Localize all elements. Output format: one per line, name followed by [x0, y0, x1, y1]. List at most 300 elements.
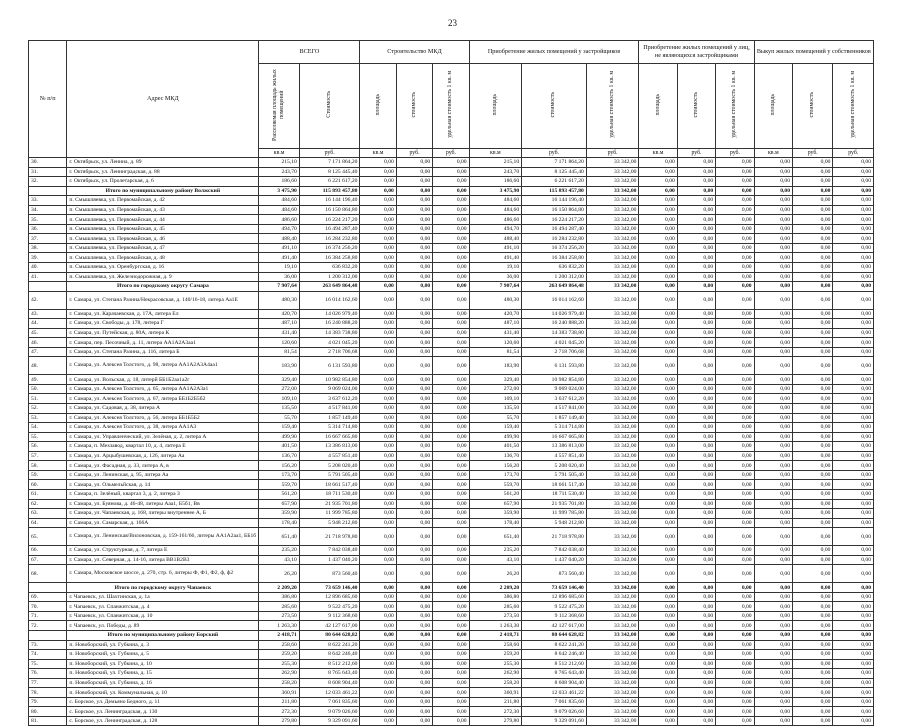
column-header-label: стоимость: [692, 91, 699, 118]
value-cell: 10 982 854,80: [522, 375, 587, 385]
value-cell: 0,00: [716, 650, 754, 660]
value-cell: 0,00: [716, 394, 754, 404]
value-cell: 0,00: [793, 357, 833, 375]
value-cell: 33 342,00: [586, 158, 639, 168]
value-cell: 0,00: [360, 215, 396, 225]
row-number: 30.: [29, 158, 67, 168]
value-cell: 16 284 232,80: [299, 234, 360, 244]
value-cell: 0,00: [677, 518, 715, 528]
value-cell: 0,00: [360, 565, 396, 583]
value-cell: 16 014 162,60: [522, 291, 587, 309]
value-cell: 0,00: [716, 319, 754, 329]
table-row: [29, 404, 874, 414]
value-cell: 0,00: [716, 309, 754, 319]
value-cell: 0,00: [677, 196, 715, 206]
value-cell: 491,10: [469, 243, 522, 253]
address-cell: г. Чапаевск, ул. Победы, д. 89: [67, 621, 259, 631]
value-cell: 636 832,20: [522, 263, 587, 273]
value-cell: 0,00: [433, 659, 469, 669]
value-cell: 0,00: [754, 602, 792, 612]
value-cell: 0,00: [793, 309, 833, 319]
value-cell: 33 342,00: [586, 375, 639, 385]
value-cell: 0,00: [793, 224, 833, 234]
value-cell: 0,00: [833, 263, 874, 273]
value-cell: 0,00: [677, 451, 715, 461]
row-number: 64.: [29, 518, 67, 528]
value-cell: 0,00: [793, 404, 833, 414]
value-cell: 0,00: [793, 546, 833, 556]
value-cell: 420,70: [259, 309, 299, 319]
value-cell: 0,00: [754, 509, 792, 519]
value-cell: 33 342,00: [586, 678, 639, 688]
address-cell: п. Смышляевка, ул. Первомайская, д. 46: [67, 234, 259, 244]
value-cell: 4 021 045,20: [522, 338, 587, 348]
value-cell: 235,20: [259, 546, 299, 556]
value-cell: 0,00: [639, 546, 677, 556]
value-cell: 43,10: [259, 555, 299, 565]
value-cell: 0,00: [639, 688, 677, 698]
value-cell: 0,00: [433, 546, 469, 556]
address-cell: г. Самара, ул. Садовая, д. 38, литера А: [67, 404, 259, 414]
column-header: [639, 64, 677, 149]
value-cell: 0,00: [833, 528, 874, 546]
value-cell: 0,00: [360, 224, 396, 234]
value-cell: 2 718 706,68: [299, 347, 360, 357]
value-cell: 0,00: [396, 167, 432, 177]
value-cell: 0,00: [396, 224, 432, 234]
value-cell: 33 342,00: [586, 272, 639, 282]
value-cell: 0,00: [833, 678, 874, 688]
value-cell: 491,10: [259, 243, 299, 253]
address-cell: г. Самара, п. Зелёный, квартал 3, д. 2, литера З: [67, 489, 259, 499]
value-cell: 6 131 593,80: [522, 357, 587, 375]
value-cell: 33 342,00: [586, 243, 639, 253]
value-cell: 0,00: [677, 394, 715, 404]
value-cell: 2 418,71: [469, 630, 522, 640]
value-cell: 33 342,00: [586, 328, 639, 338]
value-cell: 0,00: [793, 234, 833, 244]
value-cell: 0,00: [639, 480, 677, 490]
value-cell: 0,00: [677, 611, 715, 621]
column-header-label: стоимость: [809, 91, 816, 118]
unit-cell: руб.: [677, 149, 715, 158]
value-cell: 0,00: [396, 697, 432, 707]
value-cell: 0,00: [360, 319, 396, 329]
value-cell: 12 896 685,60: [299, 592, 360, 602]
value-cell: 0,00: [639, 602, 677, 612]
value-cell: 0,00: [360, 158, 396, 168]
value-cell: 5 208 020,40: [522, 461, 587, 471]
value-cell: 8 642 246,40: [522, 650, 587, 660]
table-row: [29, 177, 874, 187]
value-cell: 1 857 149,40: [522, 413, 587, 423]
value-cell: 55,70: [469, 413, 522, 423]
value-cell: 135,50: [259, 404, 299, 414]
value-cell: 487,10: [469, 319, 522, 329]
value-cell: 1 200 312,00: [299, 272, 360, 282]
value-cell: 0,00: [677, 621, 715, 631]
table-row: [29, 489, 874, 499]
value-cell: 0,00: [396, 215, 432, 225]
value-cell: 33 342,00: [586, 347, 639, 357]
col-address-header: Адрес МКД: [67, 41, 259, 158]
value-cell: 0,00: [793, 480, 833, 490]
column-header: [433, 64, 469, 149]
value-cell: 0,00: [833, 470, 874, 480]
value-cell: 183,90: [469, 357, 522, 375]
table-body: [29, 158, 874, 726]
value-cell: 0,00: [793, 338, 833, 348]
value-cell: 0,00: [754, 707, 792, 717]
row-number: 45.: [29, 328, 67, 338]
value-cell: 33 342,00: [586, 413, 639, 423]
value-cell: 73 659 146,40: [522, 583, 587, 593]
value-cell: 0,00: [716, 158, 754, 168]
value-cell: 0,00: [396, 432, 432, 442]
value-cell: 0,00: [360, 678, 396, 688]
value-cell: 33 342,00: [586, 338, 639, 348]
value-cell: 0,00: [677, 215, 715, 225]
table-row: [29, 602, 874, 612]
value-cell: 259,20: [259, 650, 299, 660]
value-cell: 0,00: [833, 272, 874, 282]
value-cell: 263 649 864,48: [299, 282, 360, 292]
row-number: 61.: [29, 489, 67, 499]
value-cell: 36,00: [469, 272, 522, 282]
value-cell: 0,00: [754, 272, 792, 282]
value-cell: 33 342,00: [586, 611, 639, 621]
group-construction-header: Строительство МКД: [360, 41, 469, 64]
table-row: [29, 423, 874, 433]
value-cell: 0,00: [754, 650, 792, 660]
value-cell: 5 208 020,40: [299, 461, 360, 471]
value-cell: 0,00: [396, 186, 432, 196]
value-cell: 0,00: [754, 394, 792, 404]
row-number: [29, 630, 67, 640]
value-cell: 0,00: [754, 196, 792, 206]
unit-cell: руб.: [716, 149, 754, 158]
value-cell: 0,00: [677, 461, 715, 471]
value-cell: 0,00: [396, 253, 432, 263]
value-cell: 33 342,00: [586, 470, 639, 480]
value-cell: 0,00: [754, 640, 792, 650]
table-row: [29, 611, 874, 621]
value-cell: 0,00: [833, 707, 874, 717]
value-cell: 488,40: [469, 234, 522, 244]
value-cell: 0,00: [396, 565, 432, 583]
value-cell: 0,00: [433, 215, 469, 225]
value-cell: 0,00: [639, 565, 677, 583]
value-cell: 0,00: [433, 592, 469, 602]
value-cell: 0,00: [677, 384, 715, 394]
value-cell: 0,00: [833, 461, 874, 471]
value-cell: 273,50: [259, 611, 299, 621]
table-row: [29, 234, 874, 244]
address-cell: г. Самара, ул. Самарская, д. 166А: [67, 518, 259, 528]
value-cell: 0,00: [639, 328, 677, 338]
address-cell: г. Самара, ул. Карачаевская, д. 17А, литера Ел: [67, 309, 259, 319]
column-header: [833, 64, 874, 149]
value-cell: 5 314 714,80: [299, 423, 360, 433]
value-cell: 9 522 475,20: [299, 602, 360, 612]
value-cell: 26,20: [259, 565, 299, 583]
table-row: [29, 678, 874, 688]
address-cell: п. Новоборский, ул. Губкина, д. 5: [67, 650, 259, 660]
table-row: [29, 347, 874, 357]
value-cell: 0,00: [396, 669, 432, 679]
row-number: 57.: [29, 451, 67, 461]
value-cell: 0,00: [833, 602, 874, 612]
value-cell: 0,00: [433, 518, 469, 528]
value-cell: 16 224 217,20: [522, 215, 587, 225]
value-cell: 0,00: [677, 442, 715, 452]
value-cell: 487,10: [259, 319, 299, 329]
row-number: 37.: [29, 234, 67, 244]
value-cell: 561,20: [259, 489, 299, 499]
value-cell: 0,00: [360, 602, 396, 612]
value-cell: 0,00: [360, 470, 396, 480]
table-row: [29, 291, 874, 309]
row-number: 71.: [29, 611, 67, 621]
value-cell: 0,00: [639, 499, 677, 509]
value-cell: 7 171 864,20: [522, 158, 587, 168]
value-cell: 18 661 517,40: [522, 480, 587, 490]
value-cell: 0,00: [754, 621, 792, 631]
table-row: [29, 659, 874, 669]
value-cell: 33 342,00: [586, 263, 639, 273]
value-cell: 0,00: [433, 432, 469, 442]
row-number: 78.: [29, 688, 67, 698]
value-cell: 16 240 888,20: [299, 319, 360, 329]
value-cell: 81,54: [469, 347, 522, 357]
value-cell: 0,00: [833, 621, 874, 631]
value-cell: 0,00: [396, 602, 432, 612]
value-cell: 2 209,20: [469, 583, 522, 593]
row-number: 34.: [29, 205, 67, 215]
row-number: 72.: [29, 621, 67, 631]
value-cell: 0,00: [360, 611, 396, 621]
address-cell: г. Самара, ул. Арцыбушевская, д. 126, литера Аа: [67, 451, 259, 461]
value-cell: 136,70: [469, 451, 522, 461]
table-row: [29, 707, 874, 717]
value-cell: 0,00: [793, 528, 833, 546]
value-cell: 0,00: [677, 347, 715, 357]
value-cell: 0,00: [396, 177, 432, 187]
value-cell: 262,90: [259, 669, 299, 679]
value-cell: 0,00: [716, 716, 754, 726]
row-number: 67.: [29, 555, 67, 565]
value-cell: 0,00: [677, 509, 715, 519]
value-cell: 0,00: [396, 546, 432, 556]
row-number: 38.: [29, 243, 67, 253]
value-cell: 0,00: [639, 707, 677, 717]
value-cell: 0,00: [833, 224, 874, 234]
value-cell: 33 342,00: [586, 509, 639, 519]
value-cell: 33 342,00: [586, 669, 639, 679]
value-cell: 33 342,00: [586, 253, 639, 263]
value-cell: 0,00: [833, 716, 874, 726]
address-cell: г. Самара, ул. Буянова, д. 46-48, литеры Ааа1, Б5б1, Вв: [67, 499, 259, 509]
table-row: [29, 697, 874, 707]
value-cell: 7 842 038,40: [299, 546, 360, 556]
value-cell: 0,00: [639, 205, 677, 215]
value-cell: 16 284 232,80: [522, 234, 587, 244]
value-cell: 0,00: [833, 196, 874, 206]
row-number: 50.: [29, 384, 67, 394]
value-cell: 0,00: [360, 205, 396, 215]
value-cell: 0,00: [754, 583, 792, 593]
value-cell: 0,00: [716, 432, 754, 442]
value-cell: 0,00: [433, 404, 469, 414]
value-cell: 0,00: [396, 592, 432, 602]
value-cell: 0,00: [677, 470, 715, 480]
value-cell: 33 342,00: [586, 384, 639, 394]
value-cell: 0,00: [793, 489, 833, 499]
value-cell: 9 079 026,60: [522, 707, 587, 717]
value-cell: 499,90: [259, 432, 299, 442]
value-cell: 16 240 888,20: [522, 319, 587, 329]
value-cell: 0,00: [716, 357, 754, 375]
unit-cell: руб.: [299, 149, 360, 158]
value-cell: 235,20: [469, 546, 522, 556]
value-cell: 0,00: [433, 442, 469, 452]
value-cell: 0,00: [793, 205, 833, 215]
value-cell: 0,00: [833, 565, 874, 583]
value-cell: 1 263,30: [469, 621, 522, 631]
value-cell: 0,00: [754, 328, 792, 338]
value-cell: 0,00: [433, 688, 469, 698]
value-cell: 43,10: [469, 555, 522, 565]
value-cell: 0,00: [639, 291, 677, 309]
value-cell: 0,00: [639, 167, 677, 177]
value-cell: 0,00: [754, 347, 792, 357]
unit-cell: руб.: [833, 149, 874, 158]
value-cell: 0,00: [433, 357, 469, 375]
value-cell: 0,00: [716, 707, 754, 717]
address-cell: п. Смышляевка, ул. Первомайская, д. 47: [67, 243, 259, 253]
value-cell: 0,00: [396, 272, 432, 282]
value-cell: 33 342,00: [586, 357, 639, 375]
value-cell: 18 711 530,40: [522, 489, 587, 499]
value-cell: 0,00: [833, 489, 874, 499]
value-cell: 0,00: [396, 413, 432, 423]
value-cell: 0,00: [396, 205, 432, 215]
value-cell: 9 329 091,60: [299, 716, 360, 726]
value-cell: 9 112 368,60: [522, 611, 587, 621]
unit-cell: кв.м: [360, 149, 396, 158]
column-header: [586, 64, 639, 149]
unit-cell: руб.: [396, 149, 432, 158]
value-cell: 0,00: [396, 291, 432, 309]
subtotal-row: [29, 630, 874, 640]
table-row: [29, 432, 874, 442]
value-cell: 115 893 457,80: [299, 186, 360, 196]
value-cell: 0,00: [639, 630, 677, 640]
value-cell: 0,00: [360, 243, 396, 253]
value-cell: 0,00: [639, 272, 677, 282]
value-cell: 0,00: [754, 659, 792, 669]
value-cell: 42 127 617,00: [522, 621, 587, 631]
value-cell: 0,00: [396, 347, 432, 357]
value-cell: 33 342,00: [586, 659, 639, 669]
table-row: [29, 669, 874, 679]
table-row: [29, 509, 874, 519]
value-cell: 0,00: [360, 461, 396, 471]
value-cell: 0,00: [716, 205, 754, 215]
value-cell: 0,00: [793, 319, 833, 329]
column-header-label: удельная стоимость 1 кв. м: [609, 71, 616, 138]
value-cell: 0,00: [639, 177, 677, 187]
unit-cell: руб.: [433, 149, 469, 158]
value-cell: 12 033 461,22: [299, 688, 360, 698]
value-cell: 0,00: [360, 432, 396, 442]
value-cell: 33 342,00: [586, 528, 639, 546]
value-cell: 0,00: [360, 263, 396, 273]
value-cell: 0,00: [793, 602, 833, 612]
value-cell: 0,00: [433, 697, 469, 707]
value-cell: 0,00: [754, 375, 792, 385]
value-cell: 0,00: [793, 263, 833, 273]
value-cell: 0,00: [639, 621, 677, 631]
value-cell: 186,60: [259, 177, 299, 187]
value-cell: 33 342,00: [586, 451, 639, 461]
value-cell: 16 150 864,80: [522, 205, 587, 215]
value-cell: 0,00: [396, 583, 432, 593]
value-cell: 0,00: [677, 167, 715, 177]
value-cell: 0,00: [677, 650, 715, 660]
value-cell: 0,00: [716, 659, 754, 669]
row-number: 41.: [29, 272, 67, 282]
value-cell: 401,50: [259, 442, 299, 452]
value-cell: 7 907,64: [259, 282, 299, 292]
value-cell: 0,00: [433, 423, 469, 433]
row-number: 74.: [29, 650, 67, 660]
value-cell: 0,00: [754, 697, 792, 707]
value-cell: 0,00: [360, 328, 396, 338]
column-header: [677, 64, 715, 149]
column-header: [259, 64, 299, 149]
value-cell: 33 342,00: [586, 186, 639, 196]
value-cell: 33 342,00: [586, 319, 639, 329]
row-number: 80.: [29, 707, 67, 717]
value-cell: 16 374 256,20: [299, 243, 360, 253]
value-cell: 0,00: [396, 196, 432, 206]
row-number: 33.: [29, 196, 67, 206]
value-cell: 16 494 287,40: [522, 224, 587, 234]
column-header-label: удельная стоимость 1 кв. м: [731, 71, 738, 138]
value-cell: 0,00: [833, 291, 874, 309]
value-cell: 484,60: [469, 205, 522, 215]
value-cell: 0,00: [639, 432, 677, 442]
value-cell: 0,00: [639, 650, 677, 660]
value-cell: 0,00: [754, 688, 792, 698]
row-number: [29, 583, 67, 593]
value-cell: 0,00: [754, 404, 792, 414]
value-cell: 0,00: [433, 158, 469, 168]
value-cell: 360,91: [469, 688, 522, 698]
value-cell: 33 342,00: [586, 640, 639, 650]
table-row: [29, 565, 874, 583]
value-cell: 0,00: [677, 272, 715, 282]
value-cell: 0,00: [639, 413, 677, 423]
value-cell: 0,00: [360, 688, 396, 698]
value-cell: 0,00: [833, 442, 874, 452]
value-cell: 0,00: [639, 451, 677, 461]
value-cell: 0,00: [754, 309, 792, 319]
value-cell: 215,10: [469, 158, 522, 168]
value-cell: 0,00: [754, 528, 792, 546]
value-cell: 33 342,00: [586, 461, 639, 471]
